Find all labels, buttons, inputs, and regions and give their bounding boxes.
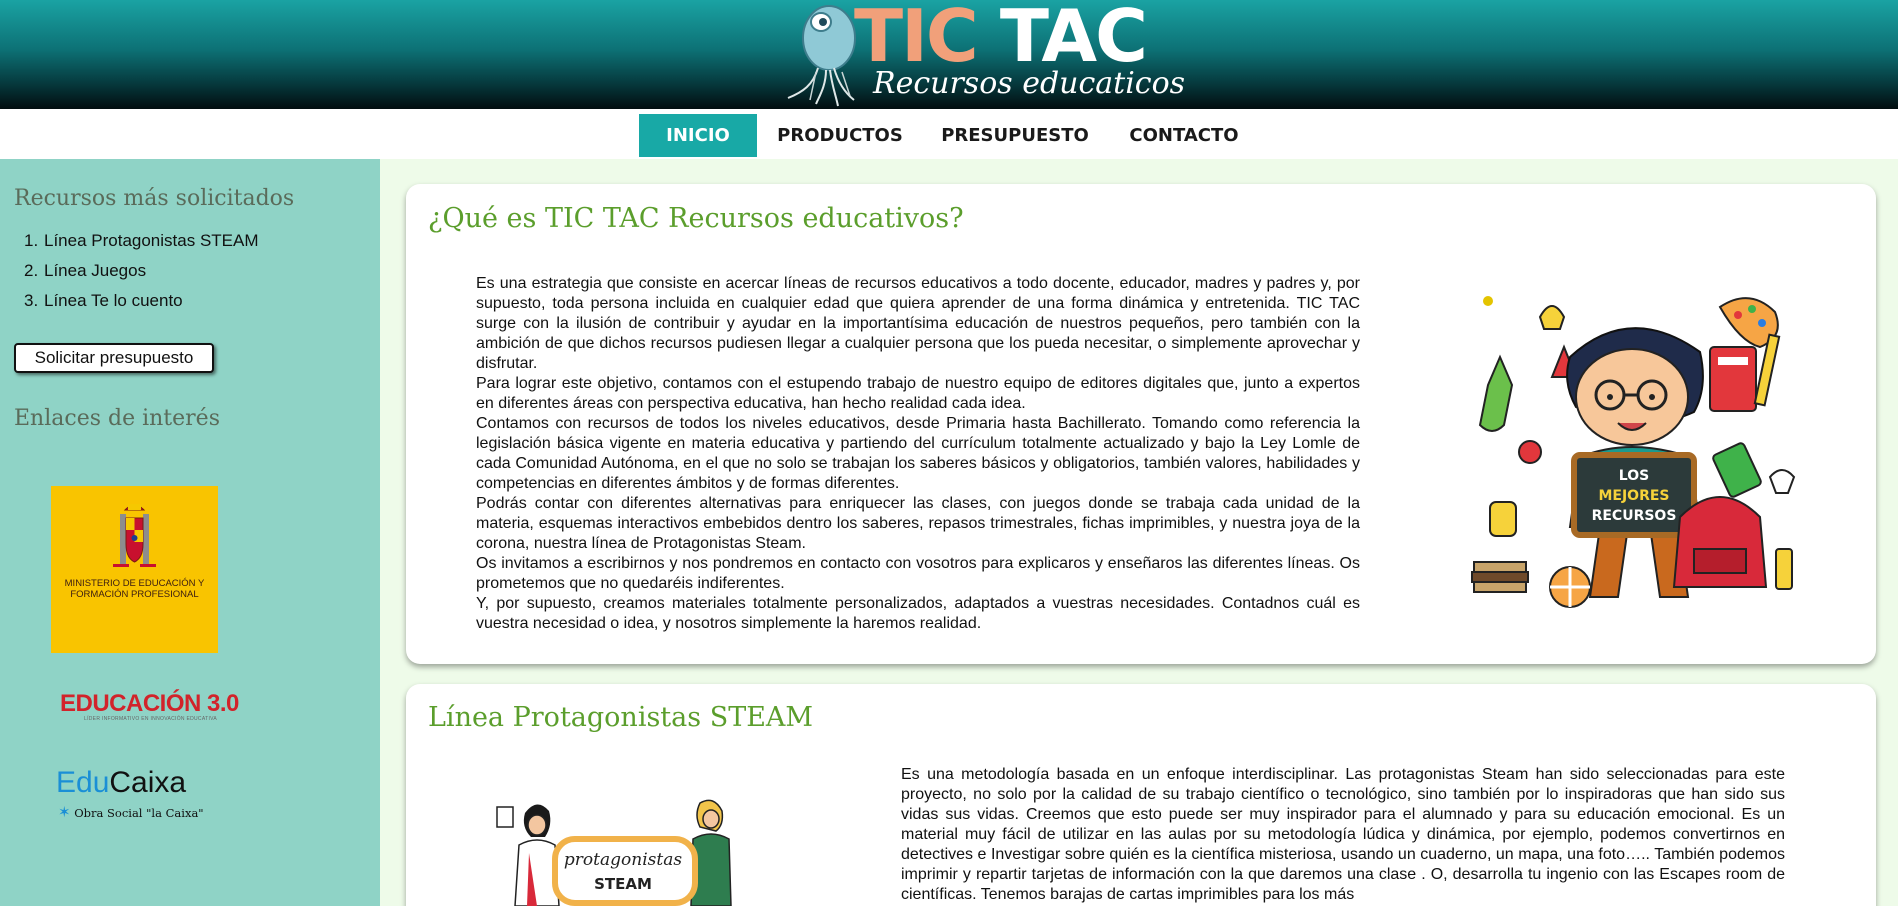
svg-text:MEJORES: MEJORES: [1598, 488, 1670, 504]
site-logo[interactable]: [758, 0, 1186, 109]
educacion-30-logo[interactable]: EDUCACIÓN 3.0: [60, 690, 239, 717]
svg-text:STEAM: STEAM: [594, 875, 652, 893]
steam-title: Línea Protagonistas STEAM: [428, 702, 814, 733]
about-text: Es una estrategia que consiste en acercar líneas de recursos educativos a todo docente, educador, madres y padres y, por supuesto, toda persona incluida en cualquier edad que quiera aprender de una forma dinámica y entretenida. TIC TAC surge con la ilusión de contribuir y ayudar en la importantísima educación de nuestros pequeños, pero también con la ambición de que dichos recursos pudiesen llegar a cualquier persona que los pueda necesitar, o simplemente aprovechar y disfrutar. Para lograr este objetivo, contamos con el estupendo trabajo de nuestro equipo de editores digitales que, junto a expertos en diferentes áreas con perspectiva educativa, han hecho realidad cada idea. Contamos con recursos de todos los niveles educativos, desde Primaria hasta Bachillerato. Tomando como referencia la legislación básica vigente en materia educativa y partiendo del currículum totalmente actualizado y bajo la Ley Lomle de cada Comunidad Autónoma, en el que no solo se trabajan los saberes básicos y obligatorios, también valores, habilidades y competencias en diferentes ámbitos y de formas diferentes. Podrás contar con diferentes alternativas para enriquecer las clases, con juegos donde se trabaja cada unidad de la materia, esquemas interactivos embebidos dentro los saberes, repasos trimestrales, fichas imprimibles, y nuestra joya de la corona, nuestra línea de Protagonistas Steam. Os invitamos a escribirnos y nos pondremos en contacto con vosotros para explicaros y enseñaros las diferentes líneas. Os prometemos que no quedaréis indiferentes. Y, por supuesto, creamos materiales totalmente personalizados, adaptados a vuestras necesidades. Contadnos cuál es vuestra necesidad o idea, y nosotros simplemente la haremos realidad.: [476, 275, 1360, 632]
nav-productos[interactable]: PRODUCTOS: [777, 125, 903, 146]
list-item[interactable]: 3. Línea Te lo cuento: [24, 291, 183, 310]
site-header: [0, 0, 1898, 109]
about-title: ¿Qué es TIC TAC Recursos educativos?: [428, 203, 964, 234]
caixa-star-icon: ✶: [58, 803, 71, 821]
boy-with-sign-illustration: [1470, 287, 1830, 617]
svg-text:LOS: LOS: [1618, 468, 1650, 484]
nav-presupuesto[interactable]: PRESUPUESTO: [941, 125, 1089, 146]
educaixa-logo[interactable]: EduCaixa: [56, 766, 187, 799]
nav-inicio[interactable]: INICIO: [639, 114, 757, 157]
spain-coat-of-arms-icon: [51, 486, 218, 576]
educacion-30-tagline: LÍDER INFORMATIVO EN INNOVACIÓN EDUCATIVA: [84, 716, 218, 722]
obra-social-text: ✶ Obra Social "la Caixa": [58, 803, 204, 821]
protagonistas-steam-illustration: [495, 795, 750, 906]
svg-text:protagonistas: protagonistas: [563, 850, 683, 870]
ministry-logo[interactable]: [51, 486, 218, 653]
links-heading: Enlaces de interés: [14, 406, 220, 431]
alien-mascot-icon: [758, 0, 868, 109]
logo-title: TIC TAC: [854, 0, 1146, 78]
request-budget-button[interactable]: Solicitar presupuesto: [14, 343, 214, 373]
steam-text: Es una metodología basada en un enfoque interdisciplinar. Las protagonistas Steam han sido seleccionadas para este proyecto, no solo por la calidad de su trabajo científico o tecnológico, sino también por lo inspiradoras que han sido sus vidas sus vidas. Creemos que esto puede ser muy inspirador para el alumnado y para su educación emocional. Es un material muy fácil de utilizar en las aulas por su metodología lúdica y dinámica, por ejemplo, podemos convertirnos en detectives e Investigar sobre quién es la científica misteriosa, usando un cuaderno, un mapa, una foto….. También podemos imprimir y repartir tarjetas de información con la que daremos una clase . O, desarrolla tu ingenio con las Escapes room de científicas. Tenemos barajas de cartas imprimibles para los más: [901, 766, 1785, 903]
svg-text:RECURSOS: RECURSOS: [1591, 508, 1677, 524]
nav-contacto[interactable]: CONTACTO: [1129, 125, 1239, 146]
logo-subtitle: Recursos educaticos: [873, 66, 1186, 101]
popular-heading: Recursos más solicitados: [14, 186, 295, 211]
popular-list: [24, 226, 259, 316]
list-item[interactable]: 1. Línea Protagonistas STEAM: [24, 231, 259, 250]
main-nav: [0, 109, 1898, 159]
list-item[interactable]: 2. Línea Juegos: [24, 261, 147, 280]
ministry-text: MINISTERIO DE EDUCACIÓN Y FORMACIÓN PROFESIONAL: [64, 578, 205, 600]
